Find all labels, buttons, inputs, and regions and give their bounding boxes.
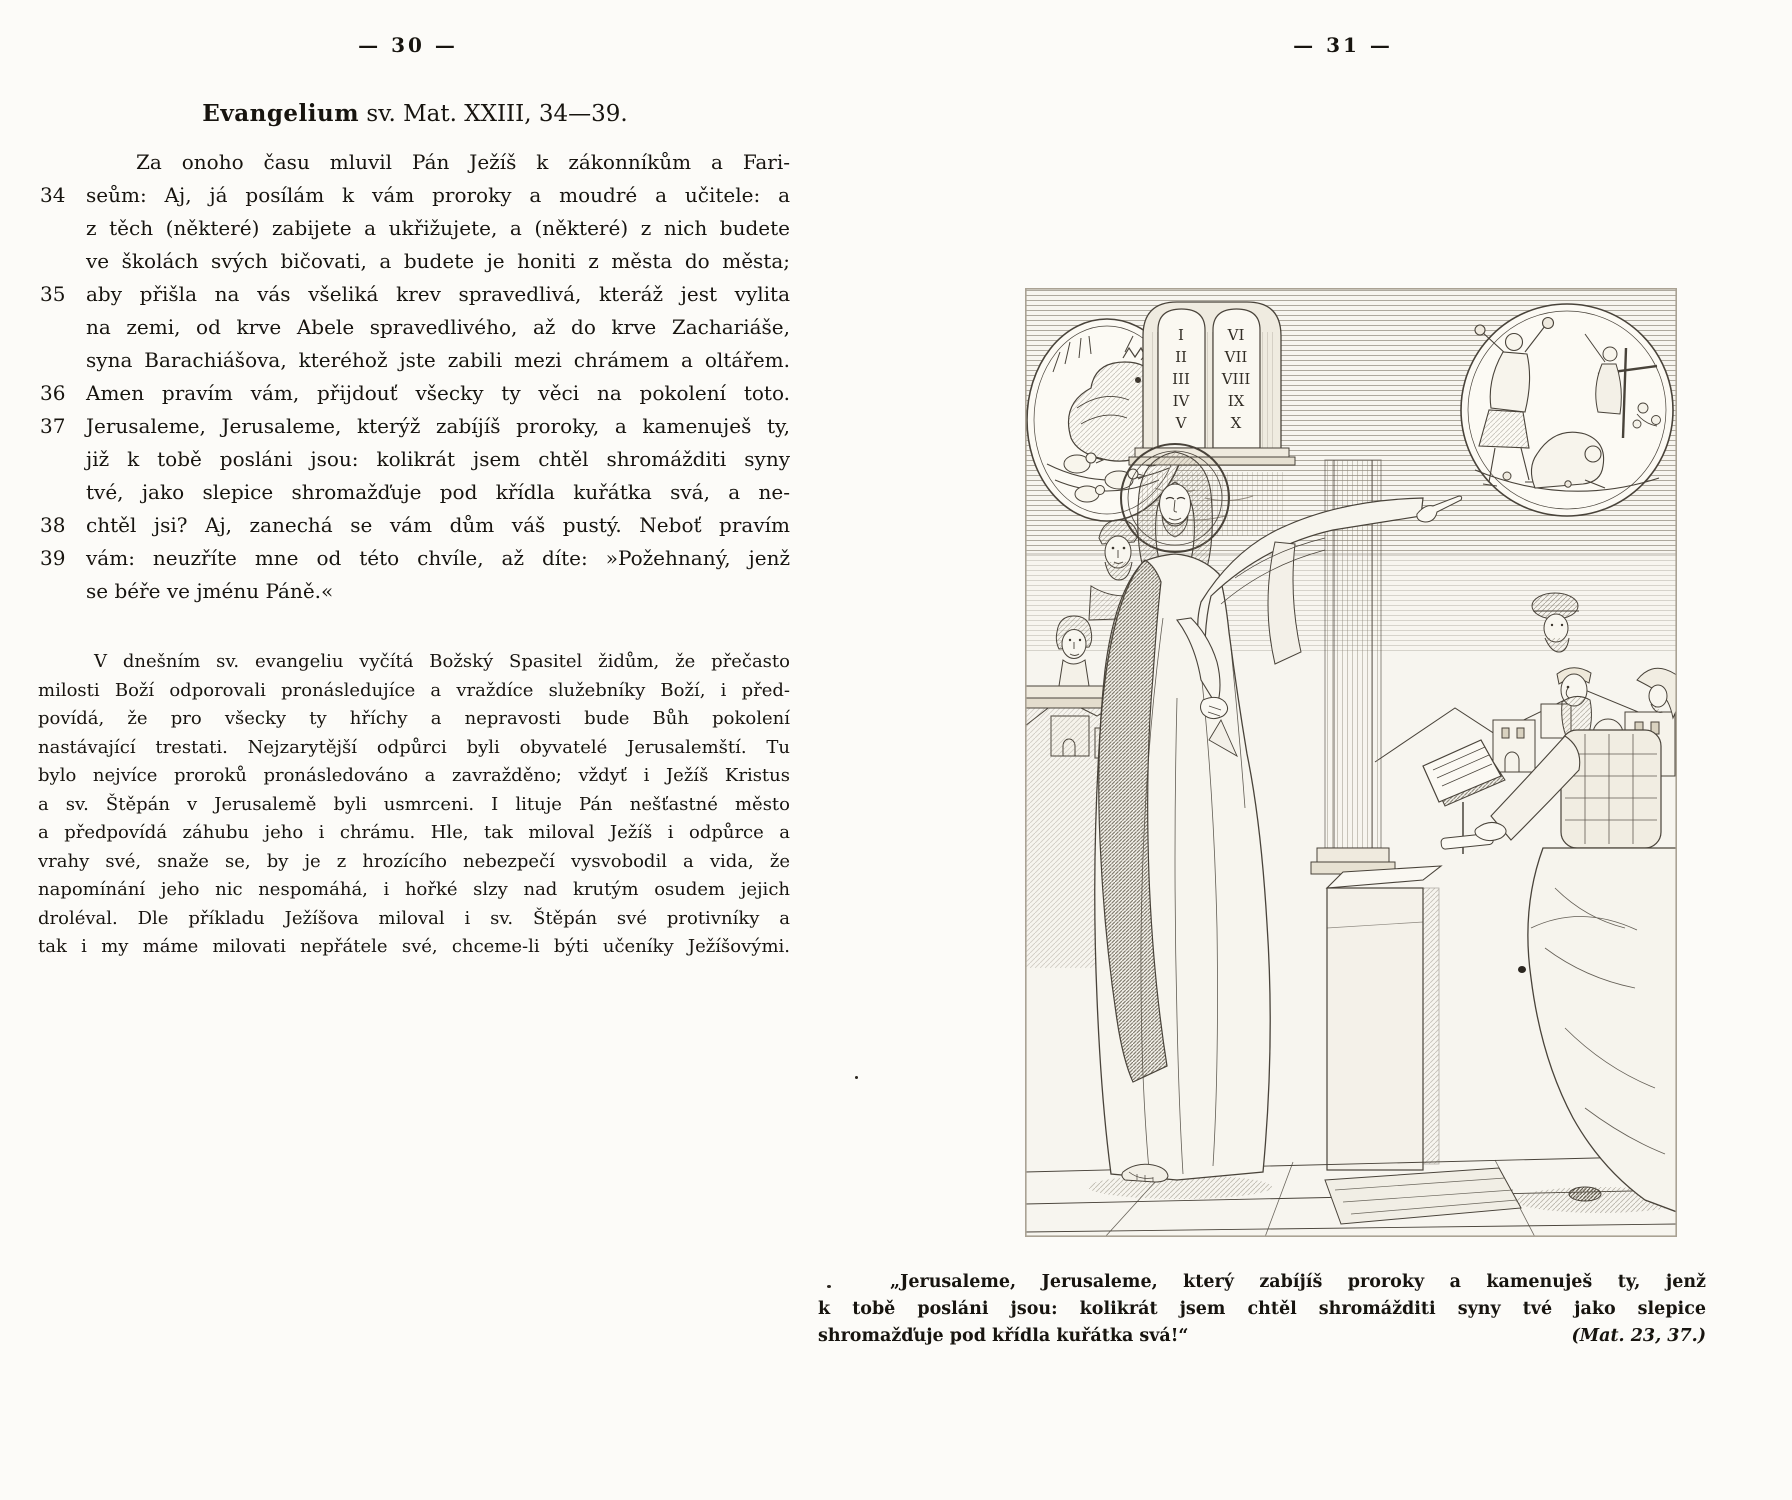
gospel-line: 36 Amen pravím vám, přijdouť všecky ty věci na pokolení toto. <box>40 377 790 410</box>
commentary-block <box>38 648 790 962</box>
gospel-line: Za onoho času mluvil Pán Ježíš k zákonníkům a Fari- <box>136 150 790 174</box>
ink-speck <box>827 1285 831 1288</box>
verse-number: 39 <box>40 546 66 570</box>
gospel-heading <box>40 100 790 127</box>
gospel-line: syna Barachiášova, kteréhož jste zabili mezi chrámem a oltářem. <box>86 348 790 372</box>
stoning-medallion <box>1461 304 1673 516</box>
tablet-numeral: III <box>1172 370 1190 388</box>
engraving-svg <box>1025 288 1677 1237</box>
gospel-line: 38 chtěl jsi? Aj, zanechá se vám dům váš pustý. Neboť pravím <box>40 509 790 542</box>
gospel-line: 35 aby přišla na vás všeliká krev spravedlivá, kteráž jest vylita <box>40 278 790 311</box>
page-number-31: — 31 — <box>1293 33 1393 57</box>
gospel-line: 37 Jerusaleme, Jerusaleme, kterýž zabíjíš proroky, a kamenuješ ty, <box>40 410 790 443</box>
verse-number: 36 <box>40 381 66 405</box>
heading-bold-word: Evangelium <box>202 100 360 127</box>
verse-number: 37 <box>40 414 66 438</box>
commentary-line: bylo nejvíce proroků pronásledováno a zavražděno; vždyť i Ježíš Kristus <box>38 765 790 786</box>
commentary-line: milosti Boží odporovali pronásledujíce a vraždíce služebníky Boží, i před- <box>38 679 790 701</box>
verse-number: 35 <box>40 282 66 306</box>
commentary-line: vrahy své, snaže se, by je z hrozícího nebezpečí vysvobodil a vida, že <box>38 850 790 872</box>
gospel-line: již k tobě posláni jsou: kolikrát jsem chtěl shromážditi syny <box>86 447 790 471</box>
tablet-numeral: IV <box>1172 392 1190 410</box>
tablet-numeral: I <box>1178 326 1184 344</box>
verse-number: 38 <box>40 513 66 537</box>
gospel-line: 34 seům: Aj, já posílám k vám proroky a moudré a učitele: a <box>40 179 790 212</box>
tablet-numeral: II <box>1175 348 1187 366</box>
caption-last-text: shromažďuje pod křídla kuřátka svá!“ <box>818 1326 1189 1346</box>
commentary-line: a předpovídá záhubu jeho i chrámu. Hle, tak miloval Ježíš i odpůrce a <box>38 822 790 843</box>
commentary-line: tak i my máme milovati nepřátele své, chceme-li býti učeníky Ježíšovými. <box>38 936 790 957</box>
commentary-line: droléval. Dle příkladu Ježíšova miloval i sv. Štěpán své protivníky a <box>38 907 790 929</box>
page-number-30: — 30 — <box>358 33 458 57</box>
ink-speck <box>1518 966 1526 973</box>
tablet-numeral: IX <box>1227 392 1245 410</box>
gospel-line: 39 vám: neuzříte mne od této chvíle, až díte: »Požehnaný, jenž <box>40 542 790 575</box>
tablet-numeral: VI <box>1227 326 1245 344</box>
engraving-illustration <box>1025 288 1677 1237</box>
caption-line: k tobě posláni jsou: kolikrát jsem chtěl shromážditi syny tvé jako slepice <box>818 1299 1706 1319</box>
illustration-caption <box>818 1269 1706 1350</box>
gospel-line: na zemi, od krve Abele spravedlivého, až do krve Zachariáše, <box>86 315 790 339</box>
tablet-numeral: VII <box>1224 348 1248 366</box>
pedestal-block <box>1327 866 1441 1170</box>
caption-line: „Jerusaleme, Jerusaleme, který zabíjíš proroky a kamenuješ ty, jenž <box>890 1272 1706 1292</box>
gospel-line: z těch (některé) zabijete a ukřižujete, a (některé) z nich budete <box>86 216 790 240</box>
gospel-line: se béře ve jménu Páně.« <box>86 579 334 603</box>
gospel-line: ve školách svých bičovati, a budete je honiti z města do města; <box>86 249 790 273</box>
caption-citation: (Mat. 23, 37.) <box>1571 1326 1706 1346</box>
gospel-line: tvé, jako slepice shromažďuje pod křídla kuřátka svá, a ne- <box>86 480 790 504</box>
heading-rest: sv. Mat. XXIII, 34—39. <box>359 101 628 127</box>
tablet-numeral: X <box>1230 414 1242 432</box>
commentary-line: nastávající trestati. Nejzarytější odpůrci byli obyvatelé Jerusalemští. Tu <box>38 736 790 758</box>
caption-line <box>818 1323 1706 1350</box>
ink-speck <box>855 1076 858 1079</box>
tablet-numeral: VIII <box>1221 370 1251 388</box>
commentary-line: napomínání jeho nic nespomáhá, i hořké slzy nad krutým osudem jejich <box>38 879 790 900</box>
commentary-line: V dnešním sv. evangeliu vyčítá Božský Spasitel židům, že přečasto <box>94 651 790 672</box>
foot <box>1569 1187 1601 1201</box>
tablet-numeral: V <box>1175 414 1187 432</box>
commentary-line: povídá, že pro všecky ty hříchy a nepravosti bude Bůh pokolení <box>38 708 790 729</box>
verse-number: 34 <box>40 183 66 207</box>
commentary-line: a sv. Štěpán v Jerusalemě byli usmrceni. I lituje Pán nešťastné město <box>38 793 790 815</box>
gospel-text-block <box>40 146 790 608</box>
